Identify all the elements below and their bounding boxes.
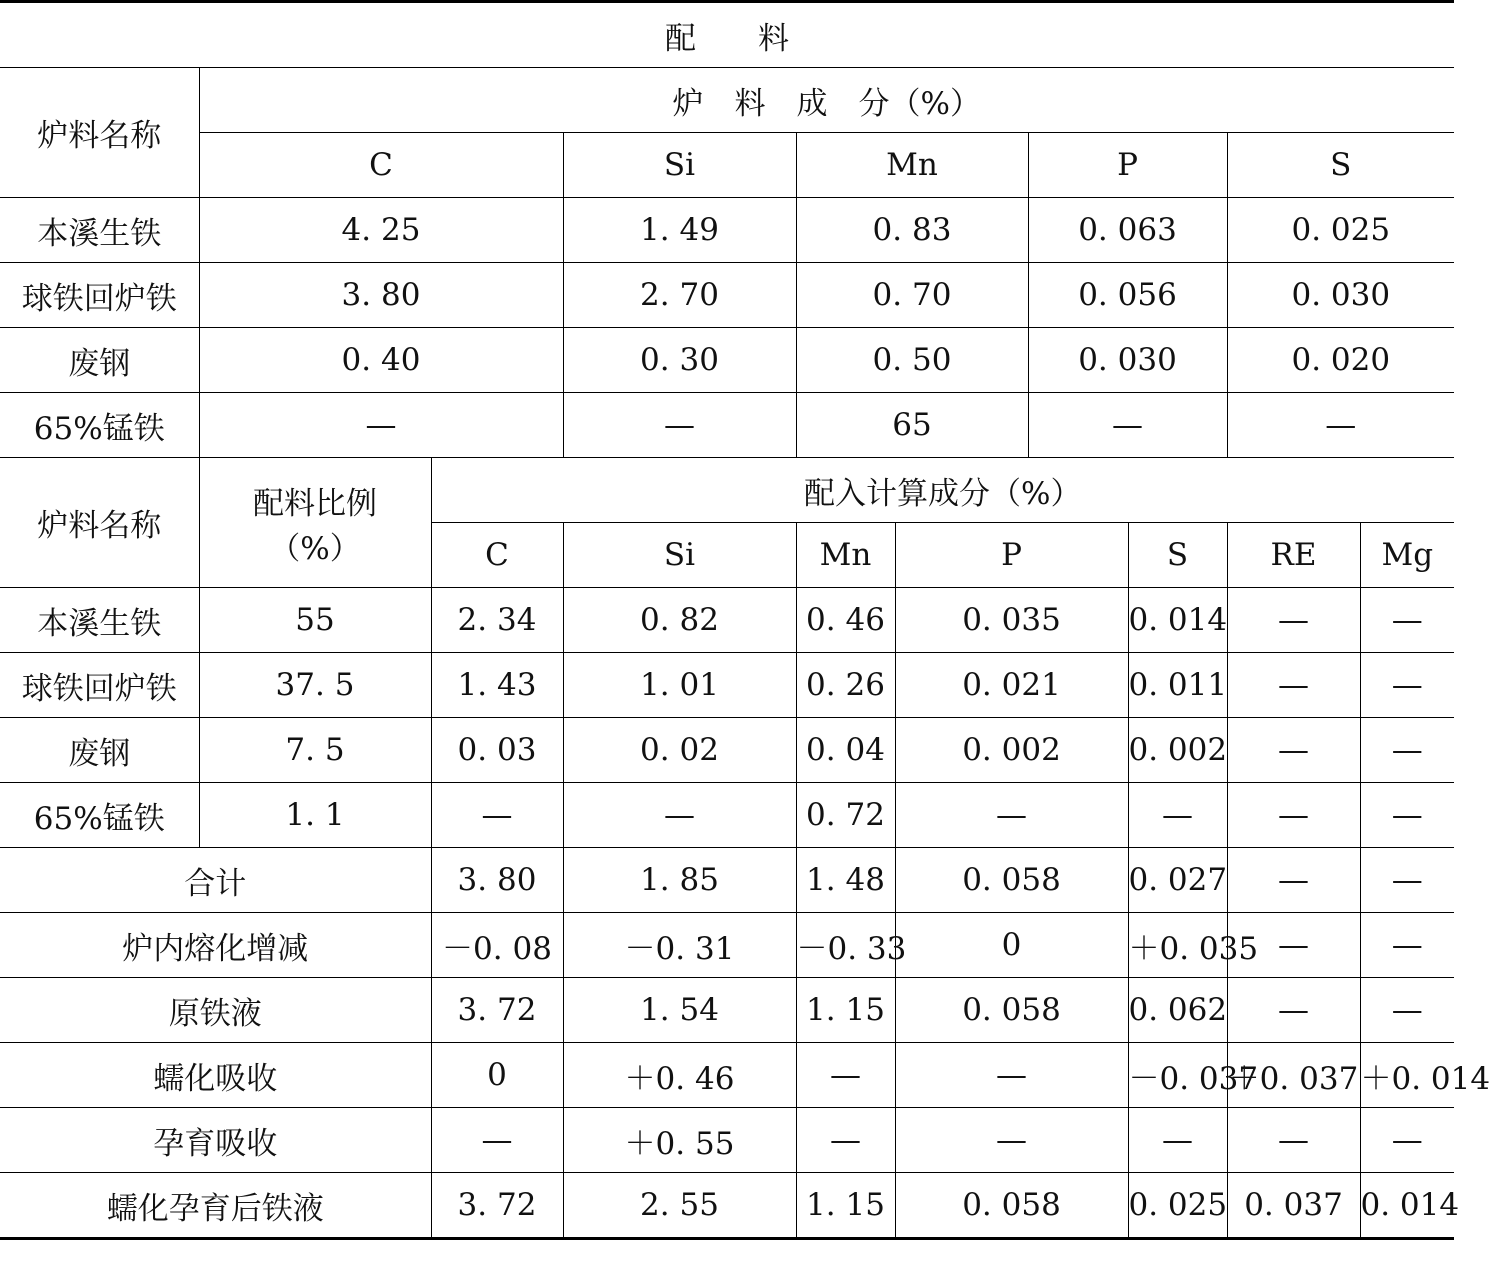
row-name: 废钢: [0, 328, 199, 393]
cell-value: －0. 33: [796, 913, 895, 978]
row-ratio: 37. 5: [199, 653, 431, 718]
cell-value: 0. 058: [895, 978, 1128, 1043]
cell-value: 0. 011: [1128, 653, 1227, 718]
cell-value: —: [895, 1043, 1128, 1108]
cell-value: 1. 15: [796, 978, 895, 1043]
cell-value: 0. 72: [796, 783, 895, 848]
cell-value: 1. 49: [563, 198, 796, 263]
s2-element-s: S: [1128, 523, 1227, 588]
summary-label: 孕育吸收: [0, 1108, 431, 1173]
summary-label: 蠕化吸收: [0, 1043, 431, 1108]
cell-value: —: [1227, 848, 1360, 913]
s1-element-mn: Mn: [796, 133, 1028, 198]
table-row: [0, 328, 1454, 393]
cell-value: 0: [895, 913, 1128, 978]
cell-value: ＋0. 037: [1227, 1043, 1360, 1108]
cell-value: —: [1227, 1108, 1360, 1173]
cell-value: —: [563, 783, 796, 848]
cell-value: 0. 063: [1028, 198, 1227, 263]
s1-composition-header: 炉 料 成 分（%）: [199, 68, 1454, 133]
summary-row: [0, 913, 1454, 978]
cell-value: 2. 55: [563, 1173, 796, 1239]
cell-value: 1. 15: [796, 1173, 895, 1239]
cell-value: 0. 70: [796, 263, 1028, 328]
title-row: [0, 2, 1454, 68]
cell-value: —: [431, 783, 563, 848]
cell-value: —: [199, 393, 563, 458]
row-name: 球铁回炉铁: [0, 263, 199, 328]
s1-header-row: [0, 68, 1454, 133]
cell-value: —: [1227, 653, 1360, 718]
summary-row: [0, 1043, 1454, 1108]
cell-value: —: [1360, 588, 1454, 653]
cell-value: 1. 48: [796, 848, 895, 913]
s2-element-c: C: [431, 523, 563, 588]
row-name: 球铁回炉铁: [0, 653, 199, 718]
cell-value: 0. 027: [1128, 848, 1227, 913]
cell-value: —: [1360, 653, 1454, 718]
s1-element-row: [0, 133, 1454, 198]
summary-row: [0, 848, 1454, 913]
cell-value: 0. 26: [796, 653, 895, 718]
s2-element-mg: Mg: [1360, 523, 1454, 588]
table-row: [0, 588, 1454, 653]
summary-row: [0, 1173, 1454, 1239]
cell-value: 0. 021: [895, 653, 1128, 718]
summary-row: [0, 978, 1454, 1043]
s1-element-si: Si: [563, 133, 796, 198]
cell-value: —: [796, 1043, 895, 1108]
row-name: 65%锰铁: [0, 393, 199, 458]
cell-value: —: [1360, 848, 1454, 913]
s1-element-p: P: [1028, 133, 1227, 198]
table-row: [0, 718, 1454, 783]
cell-value: 0. 46: [796, 588, 895, 653]
cell-value: —: [1128, 783, 1227, 848]
s2-ratio-header: [199, 458, 431, 588]
cell-value: 3. 80: [431, 848, 563, 913]
cell-value: —: [1227, 913, 1360, 978]
cell-value: ＋0. 014: [1360, 1043, 1454, 1108]
cell-value: ＋0. 035: [1128, 913, 1227, 978]
cell-value: 0. 04: [796, 718, 895, 783]
cell-value: 3. 72: [431, 978, 563, 1043]
cell-value: 0. 062: [1128, 978, 1227, 1043]
table-row: [0, 653, 1454, 718]
cell-value: 0. 058: [895, 1173, 1128, 1239]
cell-value: —: [563, 393, 796, 458]
cell-value: 0. 058: [895, 848, 1128, 913]
cell-value: —: [1360, 718, 1454, 783]
cell-value: 3. 80: [199, 263, 563, 328]
cell-value: 1. 43: [431, 653, 563, 718]
cell-value: 3. 72: [431, 1173, 563, 1239]
cell-value: 0. 40: [199, 328, 563, 393]
cell-value: —: [796, 1108, 895, 1173]
cell-value: 0. 83: [796, 198, 1028, 263]
cell-value: —: [431, 1108, 563, 1173]
cell-value: 0. 014: [1128, 588, 1227, 653]
s2-element-mn: Mn: [796, 523, 895, 588]
cell-value: —: [895, 1108, 1128, 1173]
s2-ratio-header-line1: 配料比例: [253, 485, 377, 522]
cell-value: —: [1360, 783, 1454, 848]
row-name: 本溪生铁: [0, 198, 199, 263]
cell-value: 0. 82: [563, 588, 796, 653]
table-row: [0, 393, 1454, 458]
cell-value: 2. 34: [431, 588, 563, 653]
cell-value: —: [1128, 1108, 1227, 1173]
cell-value: 0. 002: [895, 718, 1128, 783]
s2-name-header: 炉料名称: [0, 458, 199, 588]
cell-value: 0. 030: [1028, 328, 1227, 393]
cell-value: 0. 30: [563, 328, 796, 393]
cell-value: 4. 25: [199, 198, 563, 263]
summary-label: 原铁液: [0, 978, 431, 1043]
row-name: 本溪生铁: [0, 588, 199, 653]
cell-value: 0. 020: [1227, 328, 1454, 393]
cell-value: 65: [796, 393, 1028, 458]
cell-value: 0. 025: [1128, 1173, 1227, 1239]
summary-label: 蠕化孕育后铁液: [0, 1173, 431, 1239]
row-name: 废钢: [0, 718, 199, 783]
cell-value: 2. 70: [563, 263, 796, 328]
s1-element-s: S: [1227, 133, 1454, 198]
cell-value: —: [1227, 393, 1454, 458]
cell-value: —: [1360, 1108, 1454, 1173]
row-ratio: 1. 1: [199, 783, 431, 848]
cell-value: —: [1360, 913, 1454, 978]
s2-ratio-header-line2: （%）: [269, 530, 361, 567]
cell-value: 1. 01: [563, 653, 796, 718]
cell-value: 0. 50: [796, 328, 1028, 393]
table-row: [0, 783, 1454, 848]
s2-element-p: P: [895, 523, 1128, 588]
table-row: [0, 263, 1454, 328]
cell-value: 0. 056: [1028, 263, 1227, 328]
cell-value: 0. 03: [431, 718, 563, 783]
cell-value: 0. 014: [1360, 1173, 1454, 1239]
cell-value: —: [1360, 978, 1454, 1043]
cell-value: ＋0. 55: [563, 1108, 796, 1173]
table-title: 配 料: [0, 2, 1454, 68]
s1-element-c: C: [199, 133, 563, 198]
cell-value: －0. 037: [1128, 1043, 1227, 1108]
cell-value: —: [895, 783, 1128, 848]
cell-value: 0. 037: [1227, 1173, 1360, 1239]
cell-value: —: [1028, 393, 1227, 458]
cell-value: 1. 54: [563, 978, 796, 1043]
s2-element-re: RE: [1227, 523, 1360, 588]
row-ratio: 55: [199, 588, 431, 653]
cell-value: －0. 08: [431, 913, 563, 978]
cell-value: —: [1227, 588, 1360, 653]
cell-value: —: [1227, 978, 1360, 1043]
cell-value: 1. 85: [563, 848, 796, 913]
cell-value: 0. 002: [1128, 718, 1227, 783]
cell-value: ＋0. 46: [563, 1043, 796, 1108]
summary-label: 合计: [0, 848, 431, 913]
cell-value: —: [1227, 718, 1360, 783]
row-name: 65%锰铁: [0, 783, 199, 848]
cell-value: —: [1227, 783, 1360, 848]
cell-value: 0: [431, 1043, 563, 1108]
summary-row: [0, 1108, 1454, 1173]
row-ratio: 7. 5: [199, 718, 431, 783]
table-row: [0, 198, 1454, 263]
s1-name-header: 炉料名称: [0, 68, 199, 198]
cell-value: 0. 025: [1227, 198, 1454, 263]
cell-value: －0. 31: [563, 913, 796, 978]
cell-value: 0. 035: [895, 588, 1128, 653]
s2-element-si: Si: [563, 523, 796, 588]
summary-label: 炉内熔化增减: [0, 913, 431, 978]
cell-value: 0. 02: [563, 718, 796, 783]
cell-value: 0. 030: [1227, 263, 1454, 328]
s2-composition-header: 配入计算成分（%）: [431, 458, 1454, 523]
s2-header-row: [0, 458, 1454, 523]
